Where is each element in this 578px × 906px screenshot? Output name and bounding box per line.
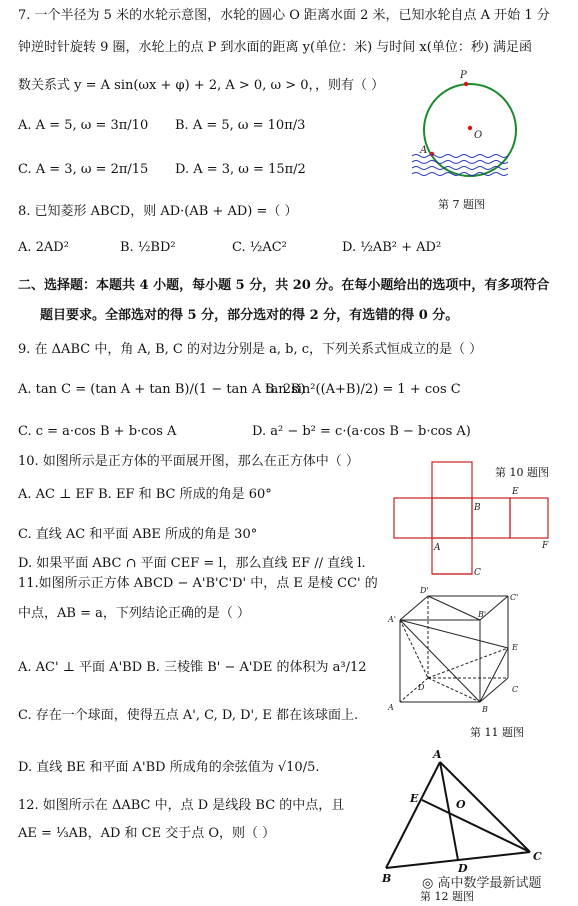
net-face-top [432, 462, 472, 498]
q8-option-b: B. ½BD² [120, 240, 176, 255]
q10-options-ab: A. AC ⊥ EF B. EF 和 BC 所成的角是 60° [18, 487, 272, 502]
net-face-center [432, 498, 472, 538]
net-label-b: B [474, 503, 481, 513]
net-face-left [394, 498, 432, 538]
q12-figure-caption: 第 12 题图 [420, 890, 474, 903]
q9-option-a: A. tan C = (tan A + tan B)/(1 − tan A tan B) [18, 382, 306, 397]
q10-figure-caption: 第 10 题图 [495, 466, 549, 479]
cube-label-a: A [388, 703, 394, 712]
section-2-heading: 二、选择题：本题共 4 小题，每小题 5 分，共 20 分。在每小题给出的选项中，有多项符合 [18, 278, 550, 293]
q10-net-labels [433, 487, 549, 578]
tri-label-c: C [533, 850, 542, 863]
q7-figure-caption: 第 7 题图 [438, 198, 485, 211]
water-waves [412, 155, 508, 176]
q7-option-c: C. A = 3, ω = 2π/15 [18, 162, 149, 177]
cube-label-a1: A' [388, 615, 396, 624]
point-p [464, 82, 468, 86]
q12-triangle-figure [386, 762, 530, 868]
q8-option-d: D. ½AB² + AD² [342, 240, 442, 255]
q8-option-a: A. 2AD² [18, 240, 69, 255]
label-p: P [460, 70, 467, 81]
cube-label-b1: B' [478, 610, 487, 619]
net-label-c: C [474, 568, 481, 578]
q11-options-ab: A. AC' ⊥ 平面 A'BD B. 三棱锥 B' − A'DE 的体积为 a³/12 [18, 660, 367, 675]
q11-line-1: 11.如图所示正方体 ABCD − A'B'C'D' 中，点 E 是棱 CC' 的 [18, 576, 378, 591]
net-face-far-right [510, 498, 548, 538]
net-label-a: A [434, 543, 441, 553]
q10-cube-net-figure [394, 462, 548, 578]
net-label-f: F [542, 541, 549, 551]
q11-option-d: D. 直线 BE 和平面 A'BD 所成角的余弦值为 √10/5. [18, 760, 320, 775]
q8-option-c: C. ½AC² [232, 240, 287, 255]
q10-option-d: D. 如果平面 ABC ∩ 平面 CEF = l，那么直线 EF // 直线 l. [18, 556, 366, 571]
segment-ce [422, 800, 530, 852]
q10-stem: 10. 如图所示是正方体的平面展开图，那么在正方体中（ ） [18, 454, 359, 469]
watermark [422, 872, 542, 891]
q7-line-2: 钟逆时针旋转 9 圈，水轮上的点 P 到水面的距离 y(单位：米) 与时间 x(单位：秒) 满足函 [18, 40, 533, 55]
cube-label-c1: C' [510, 593, 519, 602]
q12-line-1: 12. 如图所示在 ΔABC 中，点 D 是线段 BC 的中点，且 [18, 798, 345, 813]
watermark-text: 高中数学最新试题 [437, 876, 542, 891]
cube-label-e: E [512, 643, 518, 652]
q7-line-1: 7. 一个半径为 5 米的水轮示意图，水轮的圆心 O 距离水面 2 米，已知水轮自点 A 开始 1 分 [18, 8, 550, 23]
tri-label-d: D [458, 862, 468, 875]
q11-cube-labels [387, 586, 518, 714]
label-a: A [420, 145, 428, 156]
tri-label-o: O [456, 798, 466, 811]
net-label-e: E [512, 487, 519, 497]
q7-option-b: B. A = 5, ω = 10π/3 [175, 118, 306, 133]
q11-line-2: 中点，AB = a，下列结论正确的是（ ） [18, 606, 250, 621]
q7-option-d: D. A = 3, ω = 15π/2 [175, 162, 306, 177]
q11-option-c: C. 存在一个球面，使得五点 A', C, D, D', E 都在该球面上. [18, 708, 359, 723]
q7-line-3: 数关系式 y = A sin(ωx + φ) + 2, A > 0, ω > 0，，则有（ ） [18, 78, 385, 93]
q12-line-2: AE = ⅓AB，AD 和 CE 交于点 O，则（ ） [18, 826, 276, 841]
q9-option-c: C. c = a·cos B + b·cos A [18, 424, 177, 439]
q9-option-d: D. a² − b² = c·(a·cos B − b·cos A) [252, 424, 471, 439]
tri-label-e: E [410, 792, 419, 805]
tri-label-a: A [433, 748, 442, 761]
q11-figure-caption: 第 11 题图 [470, 726, 524, 739]
q7-option-a: A. A = 5, ω = 3π/10 [18, 118, 149, 133]
q9-option-b: B. 2sin²((A+B)/2) = 1 + cos C [265, 382, 461, 397]
q7-water-wheel-figure [412, 70, 516, 176]
q10-option-c: C. 直线 AC 和平面 ABE 所成的角是 30° [18, 527, 258, 542]
q9-stem: 9. 在 ΔABC 中，角 A, B, C 的对边分别是 a, b, c，下列关系式恒成立的是（ ） [18, 342, 483, 357]
cube-label-c: C [512, 685, 519, 694]
point-o [468, 126, 472, 130]
q12-triangle-labels [381, 748, 542, 885]
cube-label-b: B [482, 705, 488, 714]
q8-stem: 8. 已知菱形 ABCD，则 AD·(AB + AD) =（ ） [18, 204, 298, 219]
tri-label-b: B [382, 872, 392, 885]
wechat-icon: ◎ [422, 876, 438, 891]
cube-label-d: D [418, 683, 425, 692]
q11-cube-figure [400, 596, 508, 702]
label-o: O [474, 130, 483, 141]
side-ab [386, 762, 440, 868]
section-2-heading-cont: 题目要求。全部选对的得 5 分，部分选对的得 2 分，有选错的得 0 分。 [40, 308, 459, 323]
cube-label-d1: D' [420, 586, 429, 595]
